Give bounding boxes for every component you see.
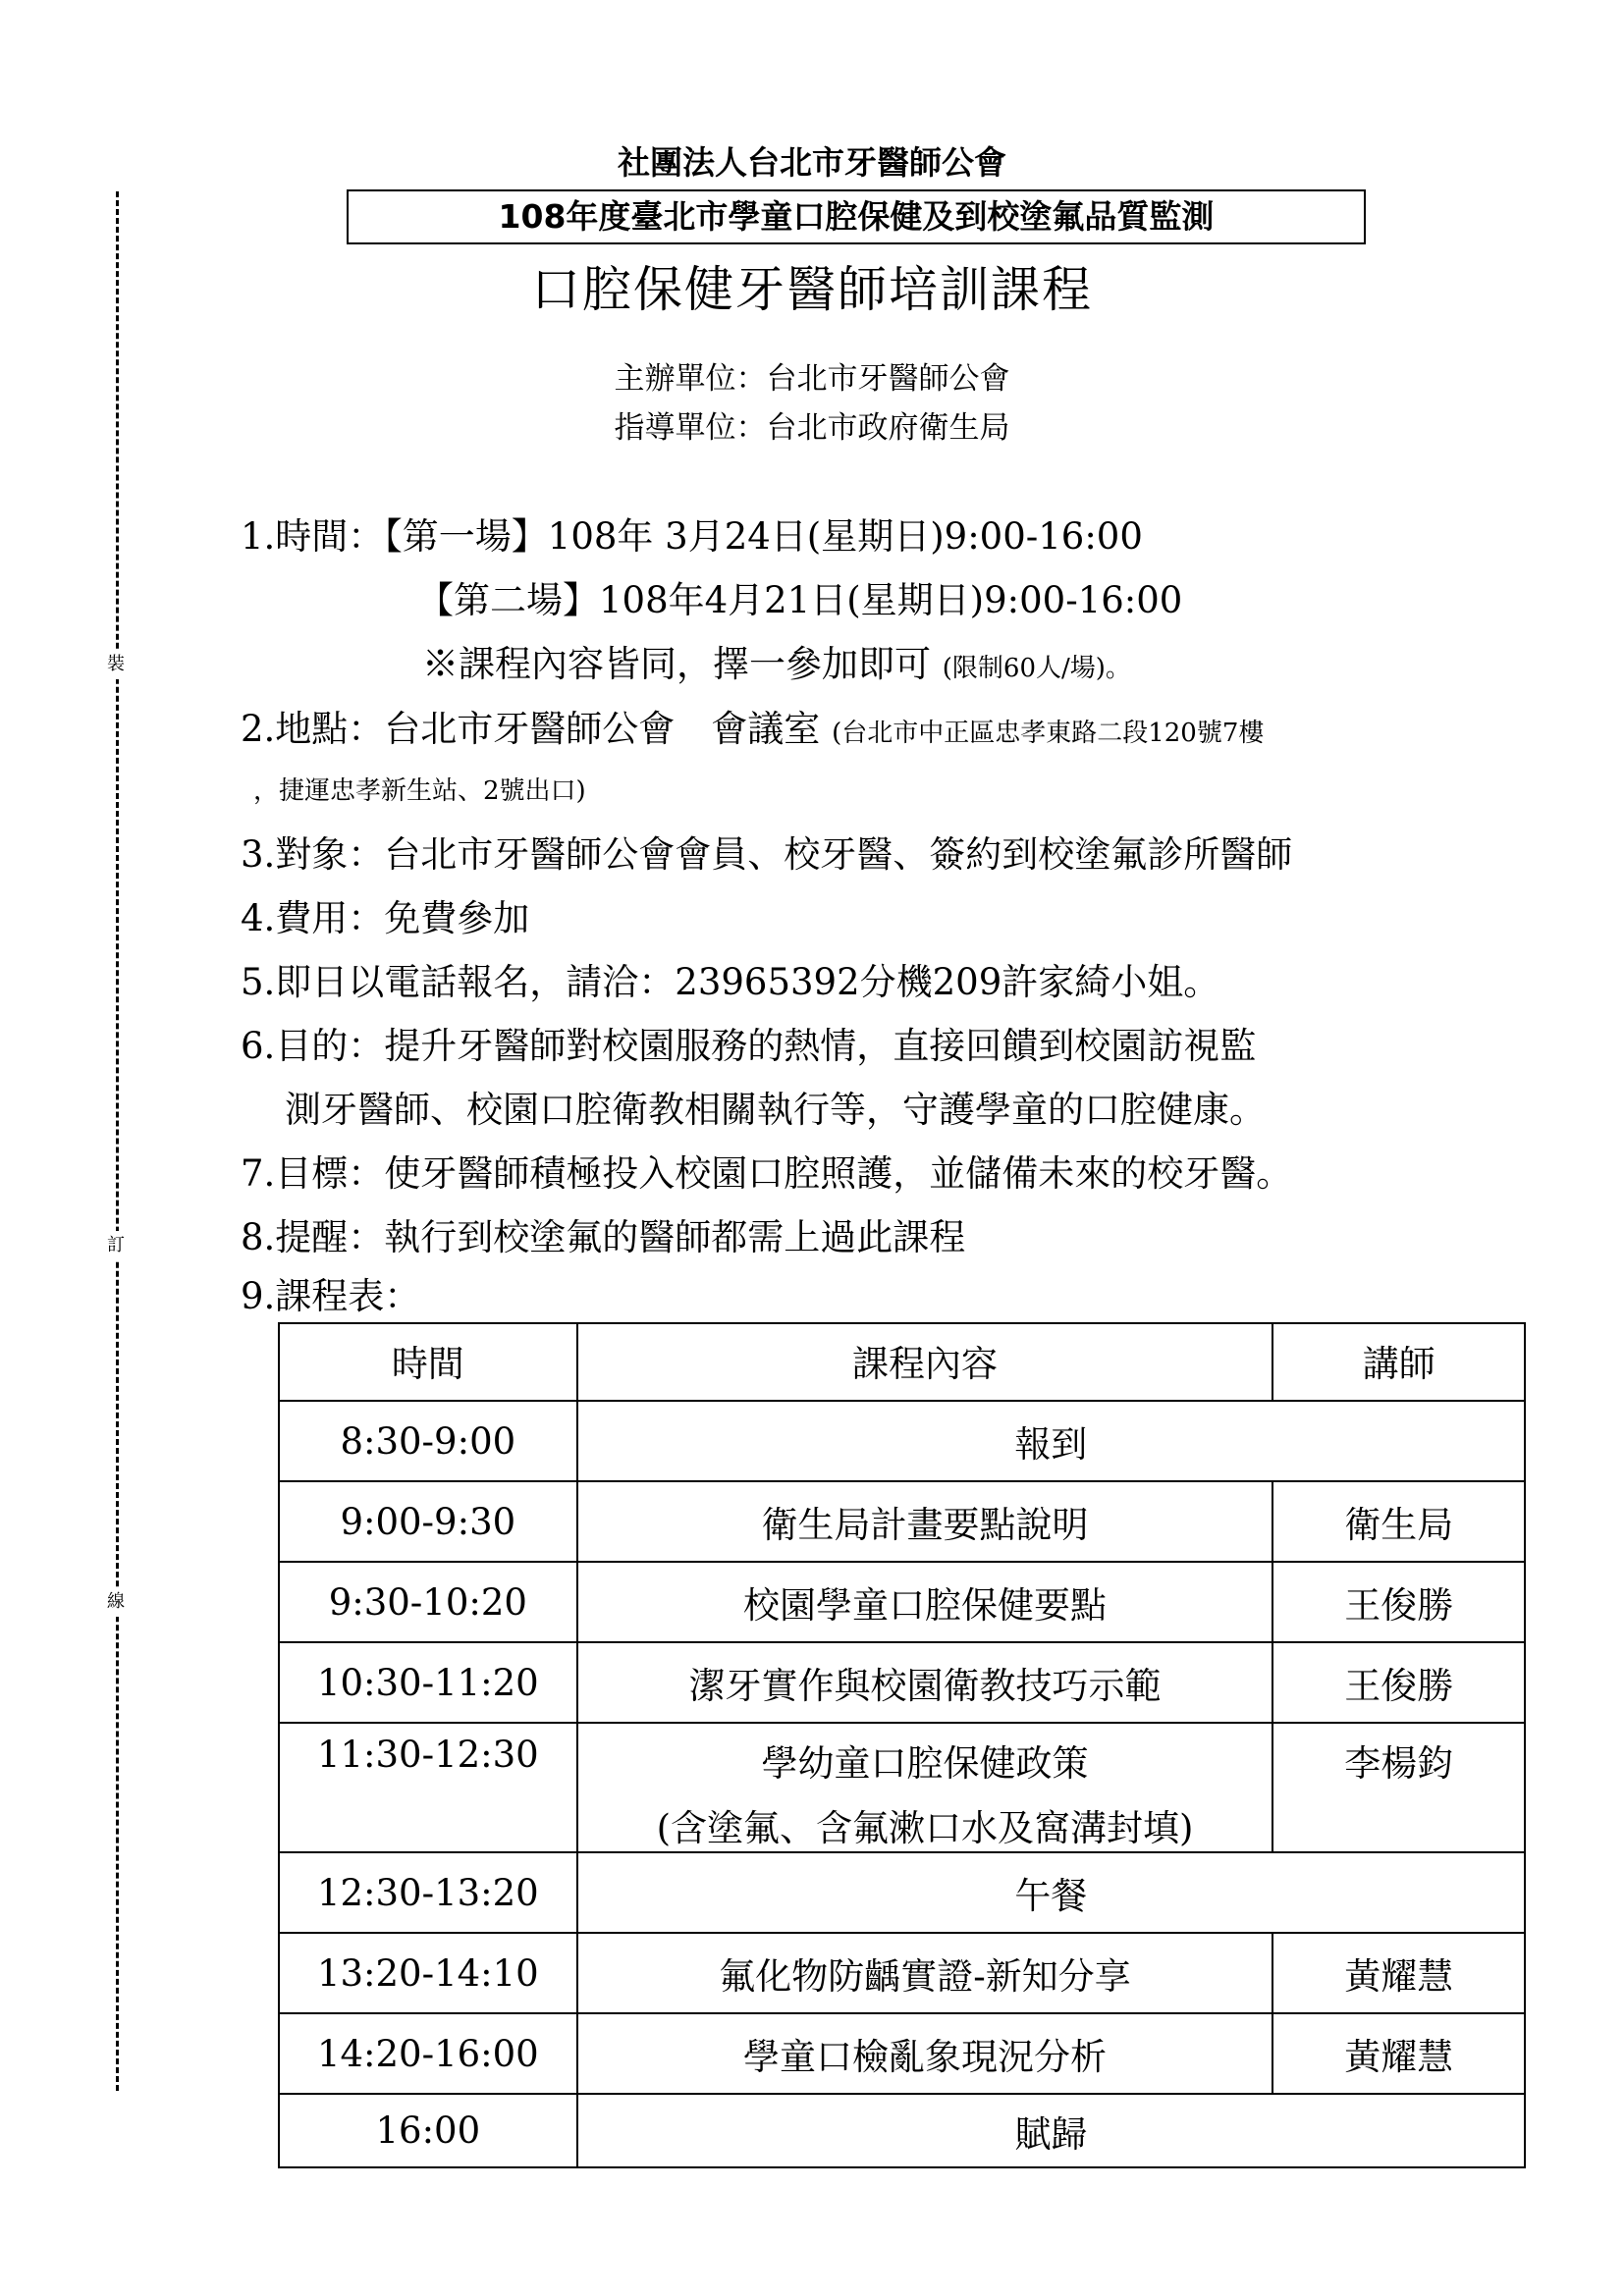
item-time-session1: 1.時間：【第一場】108年 3月24日(星期日)9:00-16:00 bbox=[241, 515, 1143, 558]
item-signup: 5.即日以電話報名，請洽：23965392分機209許家綺小姐。 bbox=[241, 961, 1220, 1003]
row-content: 潔牙實作與校園衛教技巧示範 bbox=[577, 1642, 1273, 1723]
advisor-line: 指導單位：台北市政府衛生局 bbox=[614, 410, 1010, 446]
row-time: 16:00 bbox=[279, 2094, 577, 2167]
item-purpose: 6.目的：提升牙醫師對校園服務的熱情，直接回饋到校園訪視監 bbox=[241, 1025, 1257, 1067]
item-target: 3.對象：台北市牙醫師公會會員、校牙醫、簽約到校塗氟診所醫師 bbox=[241, 833, 1293, 876]
row-time: 13:20-14:10 bbox=[279, 1933, 577, 2013]
schedule-table bbox=[278, 1322, 1526, 2168]
row-content-line1: 學幼童口腔保健政策 bbox=[761, 1742, 1089, 1785]
item-time-session2: 【第二場】108年4月21日(星期日)9:00-16:00 bbox=[417, 579, 1183, 621]
table-row bbox=[279, 1852, 1525, 1933]
header-speaker: 講師 bbox=[1272, 1323, 1525, 1401]
row-content bbox=[577, 1723, 1273, 1852]
row-content: 賦歸 bbox=[577, 2094, 1525, 2167]
item-fee: 4.費用：免費參加 bbox=[241, 897, 530, 939]
table-row bbox=[279, 2013, 1525, 2094]
time-note-limit: (限制60人/場)。 bbox=[942, 654, 1131, 683]
row-content: 午餐 bbox=[577, 1852, 1525, 1933]
row-speaker: 王俊勝 bbox=[1272, 1562, 1525, 1642]
organizer-line: 主辦單位：台北市牙醫師公會 bbox=[614, 361, 1010, 397]
course-title: 口腔保健牙醫師培訓課程 bbox=[531, 261, 1093, 318]
table-row bbox=[279, 1723, 1525, 1852]
item-place bbox=[241, 699, 1264, 752]
place-address-cont: ，捷運忠孝新生站、2號出口) bbox=[253, 776, 586, 806]
binding-dashed-line bbox=[116, 191, 119, 2091]
table-row bbox=[279, 1401, 1525, 1481]
row-time: 14:20-16:00 bbox=[279, 2013, 577, 2094]
row-time: 9:30-10:20 bbox=[279, 1562, 577, 1642]
place-address: (台北市中正區忠孝東路二段120號7樓 bbox=[832, 719, 1265, 748]
row-content: 氟化物防齲實證-新知分享 bbox=[577, 1933, 1273, 2013]
table-row bbox=[279, 1562, 1525, 1642]
row-time: 8:30-9:00 bbox=[279, 1401, 577, 1481]
row-content: 學童口檢亂象現況分析 bbox=[577, 2013, 1273, 2094]
item-time-note bbox=[422, 634, 1131, 687]
row-time: 12:30-13:20 bbox=[279, 1852, 577, 1933]
table-header-row bbox=[279, 1323, 1525, 1401]
row-time: 11:30-12:30 bbox=[279, 1723, 577, 1852]
row-time: 10:30-11:20 bbox=[279, 1642, 577, 1723]
staple-mark: 訂 bbox=[101, 1231, 131, 1260]
row-speaker: 黃耀慧 bbox=[1272, 2013, 1525, 2094]
item-purpose-cont: 測牙醫師、校園口腔衛教相關執行等，守護學童的口腔健康。 bbox=[285, 1089, 1266, 1131]
project-title-box: 108年度臺北市學童口腔保健及到校塗氟品質監測 bbox=[347, 189, 1366, 244]
table-row bbox=[279, 1481, 1525, 1562]
row-content-line2: (含塗氟、含氟漱口水及窩溝封填) bbox=[656, 1807, 1194, 1849]
header-content: 課程內容 bbox=[577, 1323, 1273, 1401]
item-reminder: 8.提醒：執行到校塗氟的醫師都需上過此課程 bbox=[241, 1216, 966, 1258]
place-text: 2.地點：台北市牙醫師公會 會議室 bbox=[241, 708, 821, 750]
row-speaker: 衛生局 bbox=[1272, 1481, 1525, 1562]
binding-mark: 裝 bbox=[101, 650, 131, 679]
row-speaker: 黃耀慧 bbox=[1272, 1933, 1525, 2013]
table-row bbox=[279, 1933, 1525, 2013]
item-schedule-title: 9.課程表： bbox=[241, 1275, 421, 1317]
row-content: 衛生局計畫要點說明 bbox=[577, 1481, 1273, 1562]
time-note-text: ※課程內容皆同，擇一參加即可 bbox=[422, 643, 931, 685]
table-row bbox=[279, 2094, 1525, 2167]
row-speaker: 王俊勝 bbox=[1272, 1642, 1525, 1723]
row-time: 9:00-9:30 bbox=[279, 1481, 577, 1562]
table-row bbox=[279, 1642, 1525, 1723]
row-content: 校園學童口腔保健要點 bbox=[577, 1562, 1273, 1642]
row-content: 報到 bbox=[577, 1401, 1525, 1481]
organization-title: 社團法人台北市牙醫師公會 bbox=[618, 143, 1006, 182]
row-speaker: 李楊鈞 bbox=[1272, 1723, 1525, 1852]
item-goal: 7.目標：使牙醫師積極投入校園口腔照護，並儲備未來的校牙醫。 bbox=[241, 1152, 1293, 1195]
cut-line-mark: 線 bbox=[101, 1587, 131, 1617]
header-time: 時間 bbox=[279, 1323, 577, 1401]
